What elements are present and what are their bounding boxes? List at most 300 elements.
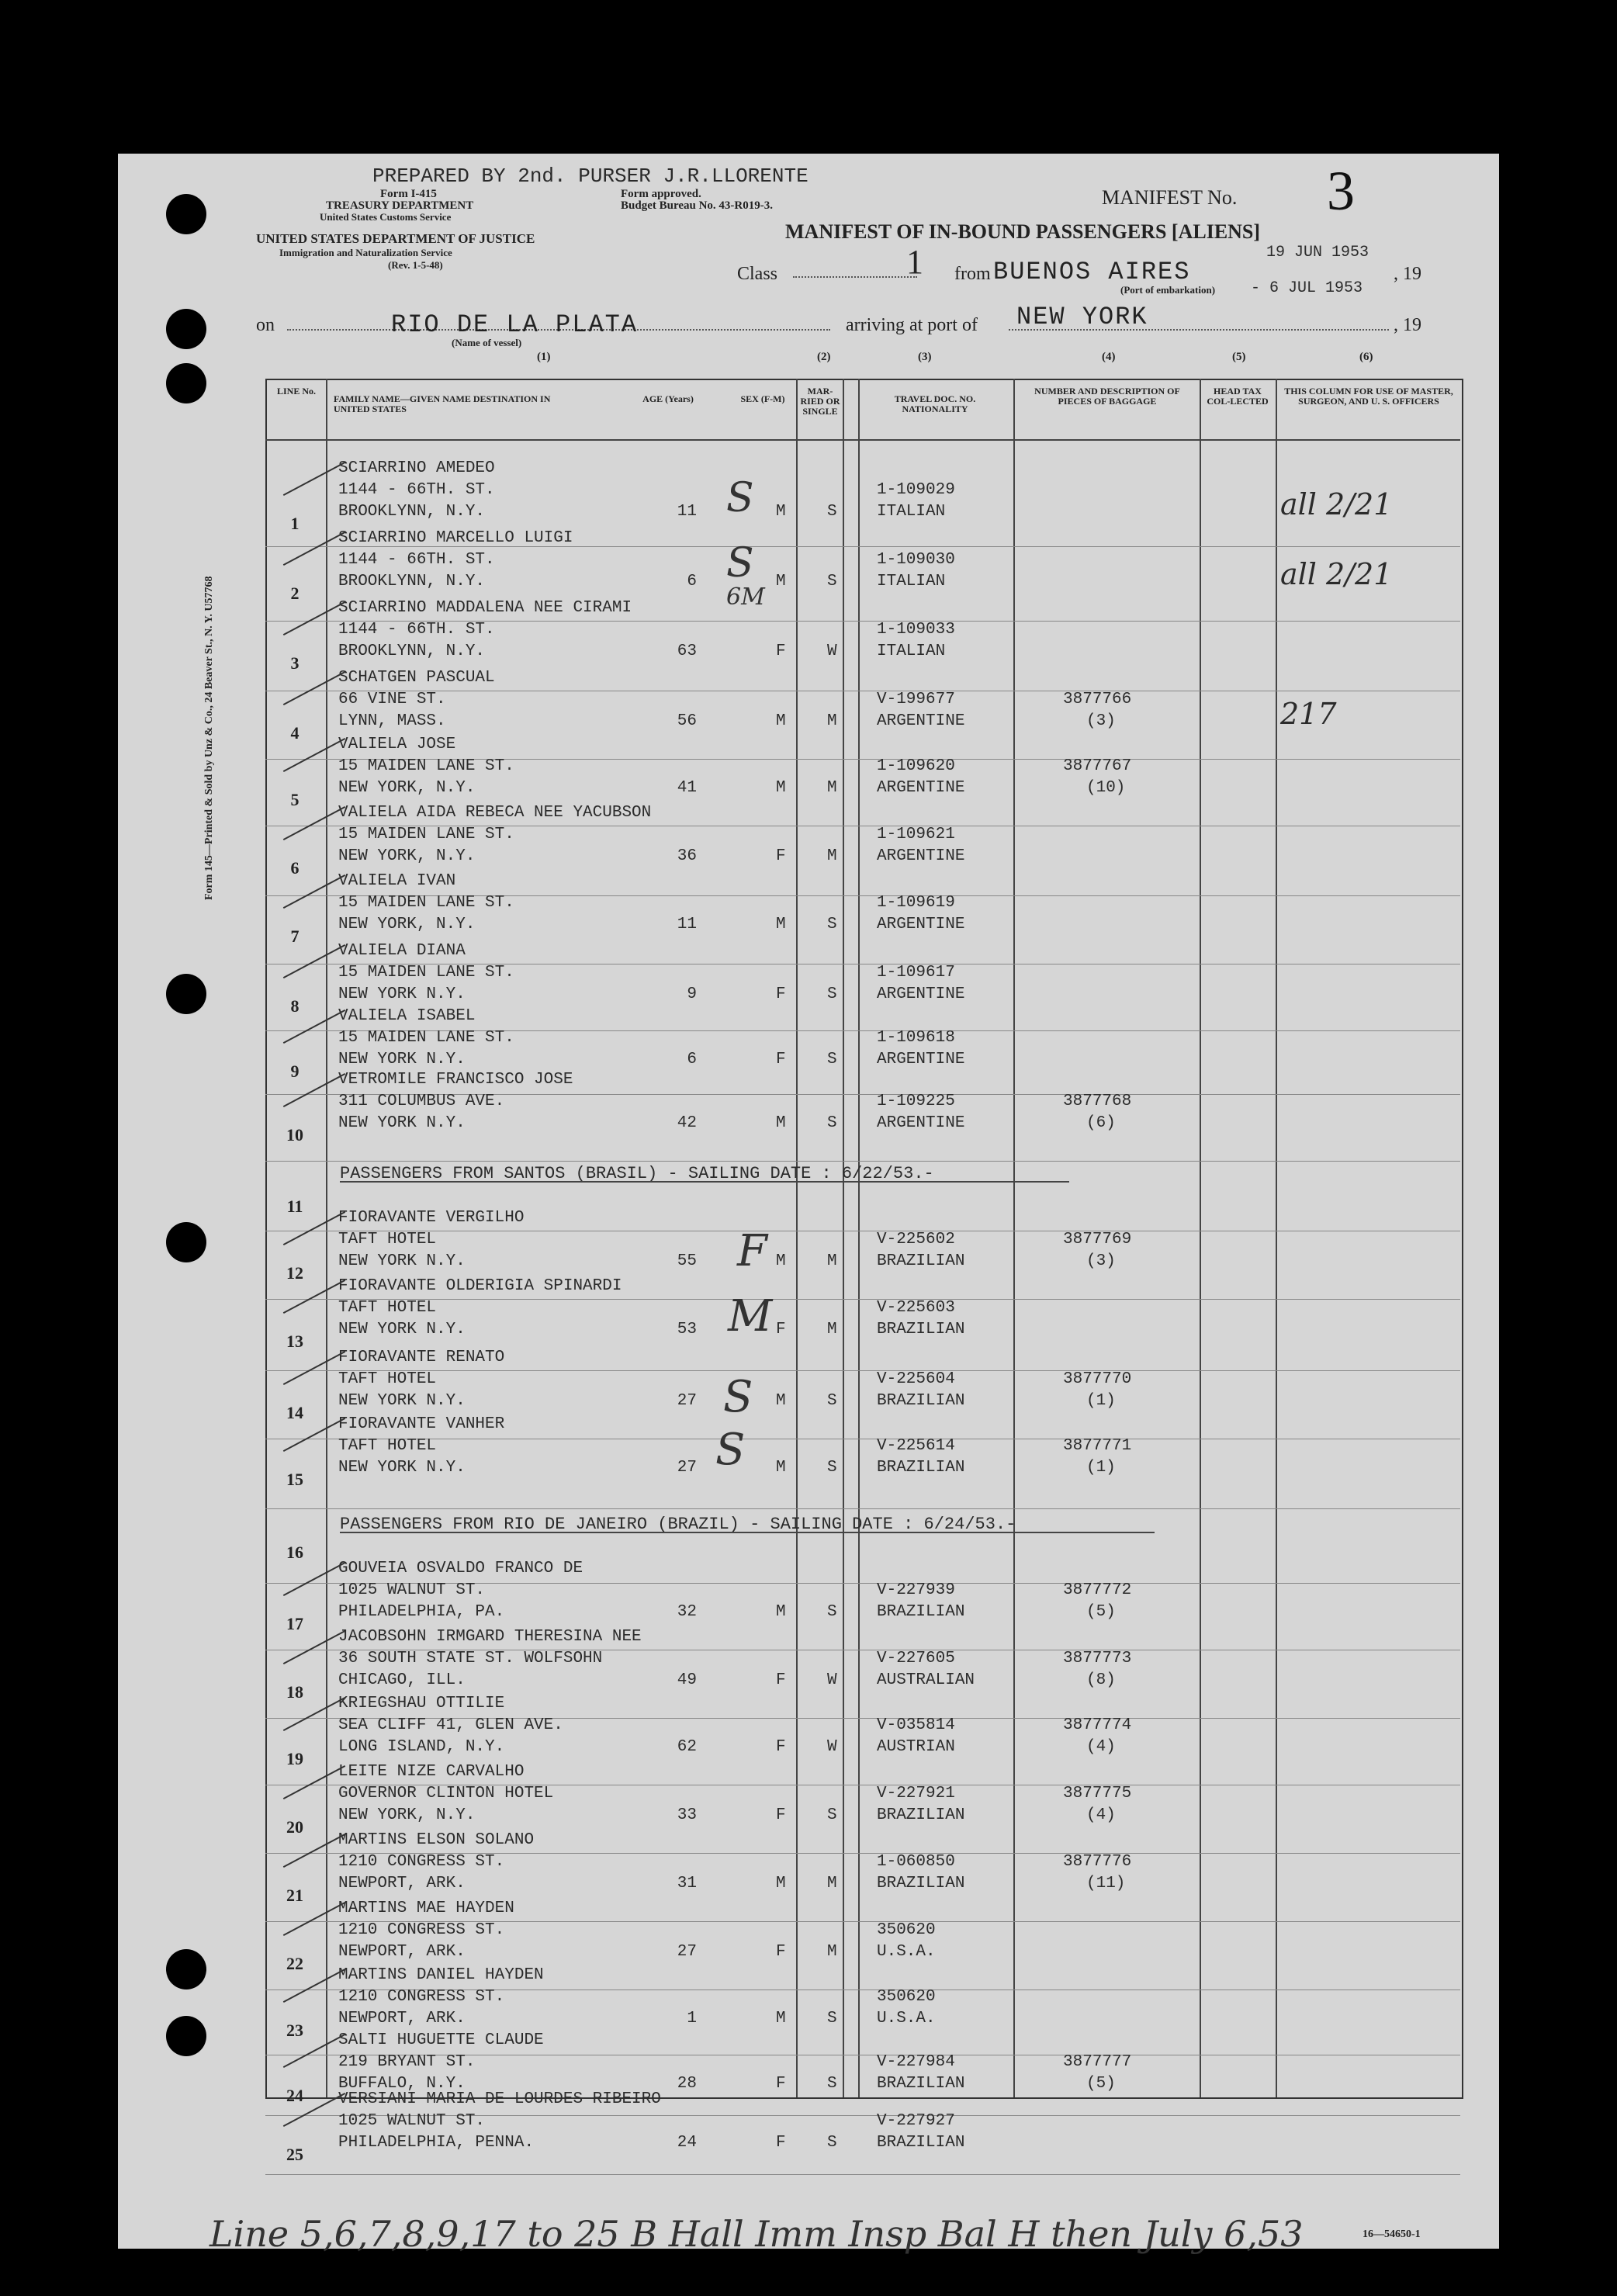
- row-divider: [265, 1508, 1460, 1509]
- line-number: 22: [286, 1954, 303, 1973]
- row-divider: [265, 1161, 1460, 1162]
- marital-status: S: [827, 985, 837, 1003]
- passenger-address: 1210 CONGRESS ST.: [338, 1853, 505, 1871]
- passenger-name: VERSIANI MARIA DE LOURDES RIBEIRO: [338, 2090, 661, 2108]
- line-number: 19: [286, 1749, 303, 1768]
- passenger-sex: M: [776, 573, 786, 590]
- passenger-age: 27: [677, 1943, 697, 1961]
- passenger-name: SALTI HUGUETTE CLAUDE: [338, 2031, 544, 2049]
- passenger-sex: M: [776, 1392, 786, 1410]
- passenger-name: SCHATGEN PASCUAL: [338, 669, 495, 687]
- passenger-address: 1144 - 66TH. ST.: [338, 621, 495, 639]
- treasury-dept: TREASURY DEPARTMENT: [326, 199, 474, 212]
- marital-status: M: [827, 847, 837, 865]
- line-number: 25: [286, 2145, 303, 2164]
- passenger-address: TAFT HOTEL: [338, 1231, 437, 1248]
- baggage-pieces: (4): [1086, 1806, 1116, 1824]
- passenger-address: 66 VINE ST.: [338, 691, 446, 708]
- handwritten-mark: S: [726, 475, 754, 521]
- nationality: ARGENTINE: [877, 779, 965, 797]
- passenger-city: NEWPORT, ARK.: [338, 1943, 466, 1961]
- baggage-number: 3877774: [1063, 1716, 1132, 1734]
- from-label: from: [954, 264, 991, 284]
- col-header-travel-doc: TRAVEL DOC. NO. NATIONALITY: [894, 393, 976, 414]
- nationality: ARGENTINE: [877, 847, 965, 865]
- passenger-city: LONG ISLAND, N.Y.: [338, 1738, 505, 1756]
- binder-hole: [166, 974, 206, 1014]
- passenger-age: 62: [677, 1738, 697, 1756]
- nationality: AUSTRALIAN: [877, 1671, 975, 1689]
- passenger-sex: F: [776, 2134, 786, 2152]
- row-divider: [265, 1299, 1460, 1300]
- passenger-age: 27: [677, 1459, 697, 1477]
- immigration-service: Immigration and Naturalization Service: [279, 247, 452, 258]
- passenger-name: MARTINS DANIEL HAYDEN: [338, 1966, 544, 1984]
- col-header-line-no: LINE No.: [276, 386, 316, 397]
- col-header-sex: SEX (F-M): [740, 393, 785, 404]
- travel-doc-number: 1-109619: [877, 894, 955, 912]
- passenger-age: 33: [677, 1806, 697, 1824]
- passenger-address: SEA CLIFF 41, GLEN AVE.: [338, 1716, 563, 1734]
- passenger-age: 55: [677, 1252, 697, 1270]
- col-header-baggage: NUMBER AND DESCRIPTION OF PIECES OF BAGGAGE: [1034, 386, 1180, 407]
- passenger-age: 53: [677, 1321, 697, 1338]
- port-of-arrival: NEW YORK: [1016, 303, 1148, 331]
- nationality: BRAZILIAN: [877, 1321, 965, 1338]
- marital-status: W: [827, 1738, 837, 1756]
- passenger-city: NEW YORK N.Y.: [338, 1114, 466, 1132]
- binder-hole: [166, 1949, 206, 1990]
- nationality: ARGENTINE: [877, 712, 965, 730]
- vessel-name: RIO DE LA PLATA: [391, 310, 639, 339]
- line-number: 7: [290, 926, 300, 946]
- nationality: BRAZILIAN: [877, 1459, 965, 1477]
- passenger-address: 15 MAIDEN LANE ST.: [338, 1029, 514, 1047]
- marital-status: S: [827, 1051, 837, 1068]
- nationality: U.S.A.: [877, 2010, 936, 2028]
- passenger-city: PHILADELPHIA, PA.: [338, 1603, 505, 1621]
- nationality: ITALIAN: [877, 573, 946, 590]
- port-embark-caption: (Port of embarkation): [1120, 284, 1216, 296]
- passenger-name: VALIELA ISABEL: [338, 1007, 476, 1025]
- customs-service: United States Customs Service: [320, 211, 452, 223]
- col-number: (1): [537, 351, 551, 363]
- passenger-city: LYNN, MASS.: [338, 712, 446, 730]
- passenger-city: BROOKLYNN, N.Y.: [338, 642, 486, 660]
- col-number: (4): [1102, 351, 1116, 363]
- line-number: 9: [290, 1061, 300, 1081]
- passenger-sex: M: [776, 712, 786, 730]
- travel-doc-number: V-225603: [877, 1299, 955, 1317]
- passenger-city: PHILADELPHIA, PENNA.: [338, 2134, 535, 2152]
- line-number: 1: [290, 514, 300, 533]
- passenger-name: FIORAVANTE VANHER: [338, 1415, 505, 1433]
- class-label: Class: [737, 264, 778, 284]
- baggage-pieces: (1): [1086, 1459, 1116, 1477]
- row-divider: [265, 1370, 1460, 1371]
- col-header-officers: THIS COLUMN FOR USE OF MASTER, SURGEON, AND U. S. OFFICERS: [1284, 386, 1453, 407]
- baggage-pieces: (5): [1086, 2075, 1116, 2093]
- passenger-address: 15 MAIDEN LANE ST.: [338, 964, 514, 982]
- passenger-sex: F: [776, 642, 786, 660]
- passenger-sex: F: [776, 2075, 786, 2093]
- passenger-address: 219 BRYANT ST.: [338, 2053, 476, 2071]
- passenger-name: VALIELA JOSE: [338, 736, 456, 753]
- travel-doc-number: 1-109618: [877, 1029, 955, 1047]
- nationality: BRAZILIAN: [877, 1875, 965, 1893]
- passenger-name: MARTINS ELSON SOLANO: [338, 1831, 535, 1849]
- nationality: BRAZILIAN: [877, 1252, 965, 1270]
- year-suffix: , 19: [1394, 264, 1421, 284]
- form-approved: Form approved.: [621, 188, 701, 200]
- col-number: (2): [817, 351, 831, 363]
- passenger-name: GOUVEIA OSVALDO FRANCO DE: [338, 1560, 583, 1577]
- travel-doc-number: V-227984: [877, 2053, 955, 2071]
- baggage-pieces: (11): [1086, 1875, 1126, 1893]
- passenger-city: BUFFALO, N.Y.: [338, 2075, 466, 2093]
- passenger-city: NEW YORK, N.Y.: [338, 847, 476, 865]
- line-number: 23: [286, 2021, 303, 2040]
- passenger-age: 36: [677, 847, 697, 865]
- budget-bureau: Budget Bureau No. 43-R019-3.: [621, 199, 773, 212]
- baggage-number: 3877767: [1063, 757, 1132, 775]
- marital-status: S: [827, 2075, 837, 2093]
- binder-hole: [166, 194, 206, 234]
- vessel-caption: (Name of vessel): [452, 337, 522, 348]
- marital-status: S: [827, 1392, 837, 1410]
- binder-hole: [166, 363, 206, 403]
- passenger-address: 15 MAIDEN LANE ST.: [338, 826, 514, 843]
- travel-doc-number: V-035814: [877, 1716, 955, 1734]
- passenger-age: 27: [677, 1392, 697, 1410]
- passenger-city: NEW YORK N.Y.: [338, 1392, 466, 1410]
- passenger-address: 311 COLUMBUS AVE.: [338, 1093, 505, 1110]
- passenger-sex: M: [776, 503, 786, 521]
- col-number: (6): [1359, 351, 1373, 363]
- marital-status: M: [827, 1943, 837, 1961]
- handwritten-mark: 6M: [726, 584, 765, 611]
- passenger-sex: F: [776, 985, 786, 1003]
- date-stamp-arrival: - 6 JUL 1953: [1251, 279, 1363, 297]
- marital-status: M: [827, 1252, 837, 1270]
- passenger-address: 1025 WALNUT ST.: [338, 2112, 486, 2130]
- passenger-name: FIORAVANTE VERGILHO: [338, 1209, 525, 1227]
- passenger-city: NEW YORK N.Y.: [338, 985, 466, 1003]
- officer-note: all 2/21: [1280, 487, 1393, 521]
- passenger-age: 28: [677, 2075, 697, 2093]
- nationality: BRAZILIAN: [877, 2075, 965, 2093]
- revision: (Rev. 1-5-48): [388, 259, 443, 271]
- passenger-city: NEW YORK, N.Y.: [338, 1806, 476, 1824]
- travel-doc-number: 1-109617: [877, 964, 955, 982]
- passenger-age: 11: [677, 503, 697, 521]
- row-divider: [265, 2174, 1460, 2175]
- passenger-name: VALIELA DIANA: [338, 942, 466, 960]
- travel-doc-number: 1-109033: [877, 621, 955, 639]
- passenger-sex: M: [776, 1875, 786, 1893]
- marital-status: M: [827, 1321, 837, 1338]
- marital-status: W: [827, 1671, 837, 1689]
- col-number: (3): [918, 351, 932, 363]
- port-of-embarkation: BUENOS AIRES: [993, 258, 1191, 286]
- passenger-sex: M: [776, 779, 786, 797]
- travel-doc-number: 1-109029: [877, 481, 955, 499]
- nationality: ITALIAN: [877, 503, 946, 521]
- manifest-number: 3: [1327, 160, 1355, 222]
- passenger-name: SCIARRINO MADDALENA NEE CIRAMI: [338, 599, 632, 617]
- passenger-age: 6: [687, 1051, 697, 1068]
- passenger-age: 56: [677, 712, 697, 730]
- passenger-age: 1: [687, 2010, 697, 2028]
- passenger-city: BROOKLYNN, N.Y.: [338, 573, 486, 590]
- marital-status: S: [827, 1603, 837, 1621]
- passenger-name: KRIEGSHAU OTTILIE: [338, 1695, 505, 1712]
- passenger-name: FIORAVANTE OLDERIGIA SPINARDI: [338, 1277, 622, 1295]
- passenger-name: JACOBSOHN IRMGARD THERESINA NEE: [338, 1628, 642, 1646]
- year-suffix: , 19: [1394, 315, 1421, 335]
- col-header-name: FAMILY NAME—GIVEN NAME DESTINATION IN UNITED STATES: [334, 393, 551, 414]
- nationality: ARGENTINE: [877, 1114, 965, 1132]
- baggage-pieces: (8): [1086, 1671, 1116, 1689]
- manifest-no-label: MANIFEST No.: [1102, 186, 1238, 209]
- passenger-sex: F: [776, 1321, 786, 1338]
- marital-status: M: [827, 1875, 837, 1893]
- nationality: ARGENTINE: [877, 1051, 965, 1068]
- travel-doc-number: V-227921: [877, 1785, 955, 1803]
- baggage-number: 3877768: [1063, 1093, 1132, 1110]
- baggage-number: 3877776: [1063, 1853, 1132, 1871]
- line-number: 5: [290, 790, 300, 809]
- binder-hole: [166, 1222, 206, 1262]
- nationality: AUSTRIAN: [877, 1738, 955, 1756]
- passenger-sex: M: [776, 1114, 786, 1132]
- baggage-number: 3877772: [1063, 1581, 1132, 1599]
- travel-doc-number: V-227605: [877, 1650, 955, 1667]
- marital-status: S: [827, 503, 837, 521]
- passenger-age: 32: [677, 1603, 697, 1621]
- passenger-age: 6: [687, 573, 697, 590]
- marital-status: W: [827, 642, 837, 660]
- justice-dept: UNITED STATES DEPARTMENT OF JUSTICE: [256, 231, 535, 246]
- form-code: 16—54650-1: [1363, 2228, 1421, 2240]
- passenger-address: 1144 - 66TH. ST.: [338, 481, 495, 499]
- passenger-address: 15 MAIDEN LANE ST.: [338, 757, 514, 775]
- baggage-pieces: (5): [1086, 1603, 1116, 1621]
- travel-doc-number: 350620: [877, 1988, 936, 2006]
- travel-doc-number: V-227939: [877, 1581, 955, 1599]
- marital-status: M: [827, 712, 837, 730]
- passenger-age: 41: [677, 779, 697, 797]
- passenger-name: MARTINS MAE HAYDEN: [338, 1899, 514, 1917]
- passenger-sex: M: [776, 916, 786, 933]
- travel-doc-number: V-225614: [877, 1437, 955, 1455]
- travel-doc-number: 1-109225: [877, 1093, 955, 1110]
- nationality: BRAZILIAN: [877, 1806, 965, 1824]
- passenger-city: NEW YORK, N.Y.: [338, 779, 476, 797]
- nationality: BRAZILIAN: [877, 1603, 965, 1621]
- passenger-sex: F: [776, 1738, 786, 1756]
- line-number: 10: [286, 1125, 303, 1145]
- line-number: 3: [290, 653, 300, 673]
- passenger-address: TAFT HOTEL: [338, 1370, 437, 1388]
- travel-doc-number: V-199677: [877, 691, 955, 708]
- page-title: MANIFEST OF IN-BOUND PASSENGERS [ALIENS]: [785, 220, 1261, 243]
- nationality: BRAZILIAN: [877, 1392, 965, 1410]
- passenger-address: 15 MAIDEN LANE ST.: [338, 894, 514, 912]
- marital-status: S: [827, 1459, 837, 1477]
- travel-doc-number: 1-109621: [877, 826, 955, 843]
- baggage-number: 3877771: [1063, 1437, 1132, 1455]
- passenger-sex: F: [776, 1806, 786, 1824]
- col-header-married: MAR-RIED OR SINGLE: [800, 386, 840, 417]
- binder-hole: [166, 309, 206, 349]
- passenger-city: NEW YORK N.Y.: [338, 1321, 466, 1338]
- passenger-city: NEWPORT, ARK.: [338, 1875, 466, 1893]
- col-header-age: AGE (Years): [642, 393, 694, 404]
- passenger-address: 1210 CONGRESS ST.: [338, 1988, 505, 2006]
- prepared-by: PREPARED BY 2nd. PURSER J.R.LLORENTE: [372, 164, 808, 188]
- baggage-pieces: (4): [1086, 1738, 1116, 1756]
- passenger-name: FIORAVANTE RENATO: [338, 1349, 505, 1366]
- passenger-address: 36 SOUTH STATE ST. WOLFSOHN: [338, 1650, 603, 1667]
- baggage-number: 3877770: [1063, 1370, 1132, 1388]
- section-heading-rio: PASSENGERS FROM RIO DE JANEIRO (BRAZIL) - SAILING DATE : 6/24/53.-: [340, 1515, 1016, 1534]
- handwritten-mark: S: [723, 1372, 753, 1422]
- passenger-address: 1144 - 66TH. ST.: [338, 551, 495, 569]
- passenger-age: 31: [677, 1875, 697, 1893]
- passenger-sex: M: [776, 1603, 786, 1621]
- arriving-label: arriving at port of: [846, 315, 978, 335]
- passenger-age: 63: [677, 642, 697, 660]
- binder-hole: [166, 2016, 206, 2056]
- line-number: 8: [290, 996, 300, 1016]
- nationality: BRAZILIAN: [877, 2134, 965, 2152]
- passenger-age: 11: [677, 916, 697, 933]
- col-header-head-tax: HEAD TAX COL-LECTED: [1207, 386, 1269, 407]
- line-number: 4: [290, 723, 300, 743]
- passenger-age: 9: [687, 985, 697, 1003]
- passenger-name: SCIARRINO MARCELLO LUIGI: [338, 529, 573, 547]
- line-number: 2: [290, 584, 300, 603]
- passenger-name: VETROMILE FRANCISCO JOSE: [338, 1071, 573, 1089]
- officer-note: all 2/21: [1280, 557, 1393, 591]
- passenger-address: TAFT HOTEL: [338, 1437, 437, 1455]
- baggage-pieces: (3): [1086, 1252, 1116, 1270]
- line-number: 12: [286, 1263, 303, 1283]
- line-number: 11: [286, 1196, 303, 1216]
- handwritten-footer: Line 5,6,7,8,9,17 to 25 B Hall Imm Insp Bal H then July 6,53: [209, 2213, 1304, 2255]
- passenger-sex: F: [776, 1051, 786, 1068]
- line-number: 18: [286, 1682, 303, 1702]
- nationality: ARGENTINE: [877, 985, 965, 1003]
- baggage-pieces: (1): [1086, 1392, 1116, 1410]
- passenger-name: LEITE NIZE CARVALHO: [338, 1763, 525, 1781]
- baggage-pieces: (6): [1086, 1114, 1116, 1132]
- passenger-name: VALIELA AIDA REBECA NEE YACUBSON: [338, 804, 652, 822]
- baggage-number: 3877777: [1063, 2053, 1132, 2071]
- travel-doc-number: 350620: [877, 1921, 936, 1939]
- marital-status: M: [827, 779, 837, 797]
- officer-note: 217: [1280, 697, 1337, 731]
- passenger-city: BROOKLYNN, N.Y.: [338, 503, 486, 521]
- line-number: 20: [286, 1817, 303, 1837]
- class-value: 1: [906, 243, 923, 281]
- baggage-number: 3877775: [1063, 1785, 1132, 1803]
- passenger-city: NEW YORK N.Y.: [338, 1252, 466, 1270]
- travel-doc-number: V-225604: [877, 1370, 955, 1388]
- line-number: 13: [286, 1332, 303, 1351]
- nationality: U.S.A.: [877, 1943, 936, 1961]
- line-number: 15: [286, 1470, 303, 1489]
- passenger-city: NEW YORK N.Y.: [338, 1051, 466, 1068]
- line-number: 17: [286, 1614, 303, 1633]
- passenger-city: NEWPORT, ARK.: [338, 2010, 466, 2028]
- line-number: 16: [286, 1543, 303, 1562]
- marital-status: S: [827, 573, 837, 590]
- passenger-sex: F: [776, 847, 786, 865]
- baggage-pieces: (10): [1086, 779, 1126, 797]
- travel-doc-number: V-227927: [877, 2112, 955, 2130]
- marital-status: S: [827, 916, 837, 933]
- handwritten-mark: F: [737, 1226, 767, 1276]
- travel-doc-number: 1-109030: [877, 551, 955, 569]
- marital-status: S: [827, 2134, 837, 2152]
- line-number: 24: [286, 2086, 303, 2105]
- passenger-city: NEW YORK N.Y.: [338, 1459, 466, 1477]
- form-number: Form I-415: [380, 188, 437, 200]
- marital-status: S: [827, 1114, 837, 1132]
- line-number: 21: [286, 1886, 303, 1905]
- marital-status: S: [827, 1806, 837, 1824]
- handwritten-mark: S: [726, 540, 754, 587]
- passenger-city: CHICAGO, ILL.: [338, 1671, 466, 1689]
- baggage-number: 3877773: [1063, 1650, 1132, 1667]
- handwritten-mark: M: [728, 1291, 773, 1342]
- passenger-age: 49: [677, 1671, 697, 1689]
- passenger-address: GOVERNOR CLINTON HOTEL: [338, 1785, 554, 1803]
- passenger-sex: F: [776, 1943, 786, 1961]
- passenger-sex: M: [776, 1459, 786, 1477]
- printer-imprint: Form 145—Printed & Sold by Unz & Co., 24 Beaver St., N. Y. U57768: [203, 576, 215, 900]
- handwritten-mark: S: [715, 1425, 746, 1475]
- col-number: (5): [1232, 351, 1246, 363]
- nationality: ARGENTINE: [877, 916, 965, 933]
- baggage-number: 3877766: [1063, 691, 1132, 708]
- travel-doc-number: V-225602: [877, 1231, 955, 1248]
- date-stamp-received: 19 JUN 1953: [1266, 244, 1369, 261]
- passenger-name: SCIARRINO AMEDEO: [338, 459, 495, 477]
- passenger-address: 1025 WALNUT ST.: [338, 1581, 486, 1599]
- passenger-sex: M: [776, 1252, 786, 1270]
- passenger-sex: F: [776, 1671, 786, 1689]
- on-label: on: [256, 315, 275, 335]
- passenger-address: 1210 CONGRESS ST.: [338, 1921, 505, 1939]
- passenger-age: 42: [677, 1114, 697, 1132]
- passenger-age: 24: [677, 2134, 697, 2152]
- section-heading-santos: PASSENGERS FROM SANTOS (BRASIL) - SAILING DATE : 6/22/53.-: [340, 1164, 934, 1183]
- line-number: 14: [286, 1403, 303, 1422]
- baggage-pieces: (3): [1086, 712, 1116, 730]
- baggage-number: 3877769: [1063, 1231, 1132, 1248]
- passenger-address: TAFT HOTEL: [338, 1299, 437, 1317]
- passenger-sex: M: [776, 2010, 786, 2028]
- nationality: ITALIAN: [877, 642, 946, 660]
- passenger-city: NEW YORK, N.Y.: [338, 916, 476, 933]
- line-number: 6: [290, 858, 300, 878]
- travel-doc-number: 1-060850: [877, 1853, 955, 1871]
- marital-status: S: [827, 2010, 837, 2028]
- passenger-name: VALIELA IVAN: [338, 872, 456, 890]
